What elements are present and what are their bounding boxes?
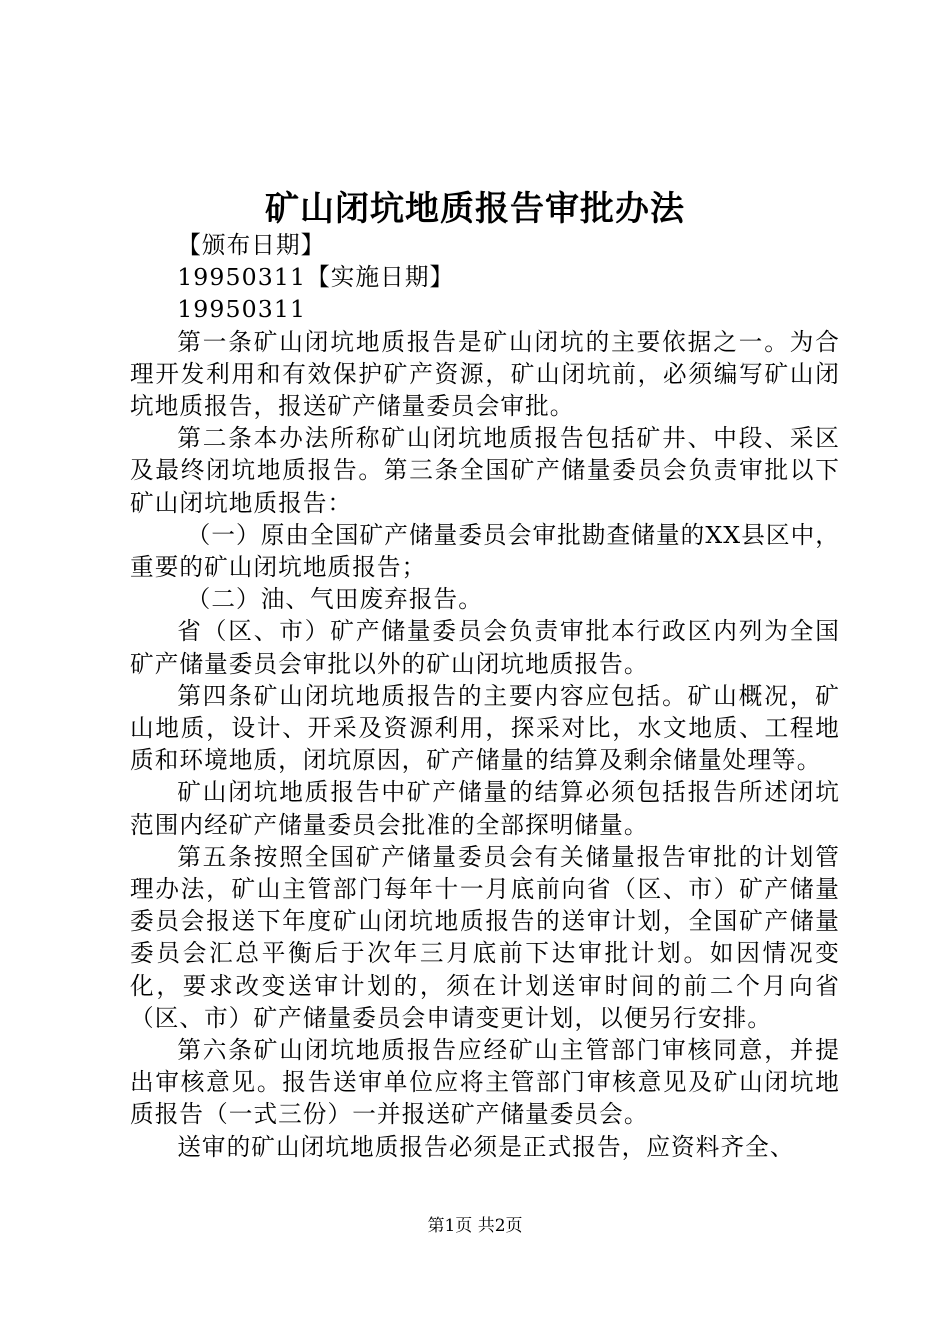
paragraph-article-4: 第四条矿山闭坑地质报告的主要内容应包括。矿山概况，矿山地质，设计、开采及资源利用，探采对比，水文地质、工程地质和环境地质，闭坑原因，矿产储量的结算及剩余储量处理等。: [130, 681, 840, 775]
paragraph-provincial: 省（区、市）矿产储量委员会负责审批本行政区内列为全国矿产储量委员会审批以外的矿山闭坑地质报告。: [130, 617, 840, 678]
paragraph-article-5: 第五条按照全国矿产储量委员会有关储量报告审批的计划管理办法，矿山主管部门每年十一月底前向省（区、市）矿产储量委员会报送下年度矿山闭坑地质报告的送审计划，全国矿产储量委员会汇总平衡后于次年三月底前下达审批计划。如因情况变化，要求改变送审计划的，须在计划送审时间的前二个月向省（区、市）矿产储量委员会申请变更计划，以便另行安排。: [130, 842, 840, 1032]
document-title: 矿山闭坑地质报告审批办法: [265, 189, 685, 229]
paragraph-article-1: 第一条矿山闭坑地质报告是矿山闭坑的主要依据之一。为合理开发利用和有效保护矿产资源，矿山闭坑前，必须编写矿山闭坑地质报告，报送矿产储量委员会审批。: [130, 327, 840, 421]
paragraph-reserve-settlement: 矿山闭坑地质报告中矿产储量的结算必须包括报告所述闭坑范围内经矿产储量委员会批准的全部探明储量。: [130, 778, 840, 839]
paragraph-promulgation-date-label: 【颁布日期】: [177, 231, 326, 259]
paragraph-item-1: （一）原由全国矿产储量委员会审批勘查储量的XX县区中，重要的矿山闭坑地质报告；: [130, 520, 840, 582]
paragraph-implementation-date: 19950311: [177, 295, 307, 324]
paragraph-promulgation-date: 19950311【实施日期】: [177, 263, 455, 292]
paragraph-article-2-3: 第二条本办法所称矿山闭坑地质报告包括矿井、中段、采区及最终闭坑地质报告。第三条全国矿产储量委员会负责审批以下矿山闭坑地质报告：: [130, 424, 840, 517]
page-footer: 第1页 共2页: [427, 1216, 523, 1236]
document-body: [130, 229, 840, 1163]
paragraph-item-2: （二）油、气田废弃报告。: [186, 585, 483, 614]
paragraph-article-6: 第六条矿山闭坑地质报告应经矿山主管部门审核同意，并提出审核意见。报告送审单位应将主管部门审核意见及矿山闭坑地质报告（一式三份）一并报送矿产储量委员会。: [130, 1036, 840, 1129]
paragraph-submission: 送审的矿山闭坑地质报告必须是正式报告，应资料齐全、: [177, 1132, 795, 1161]
